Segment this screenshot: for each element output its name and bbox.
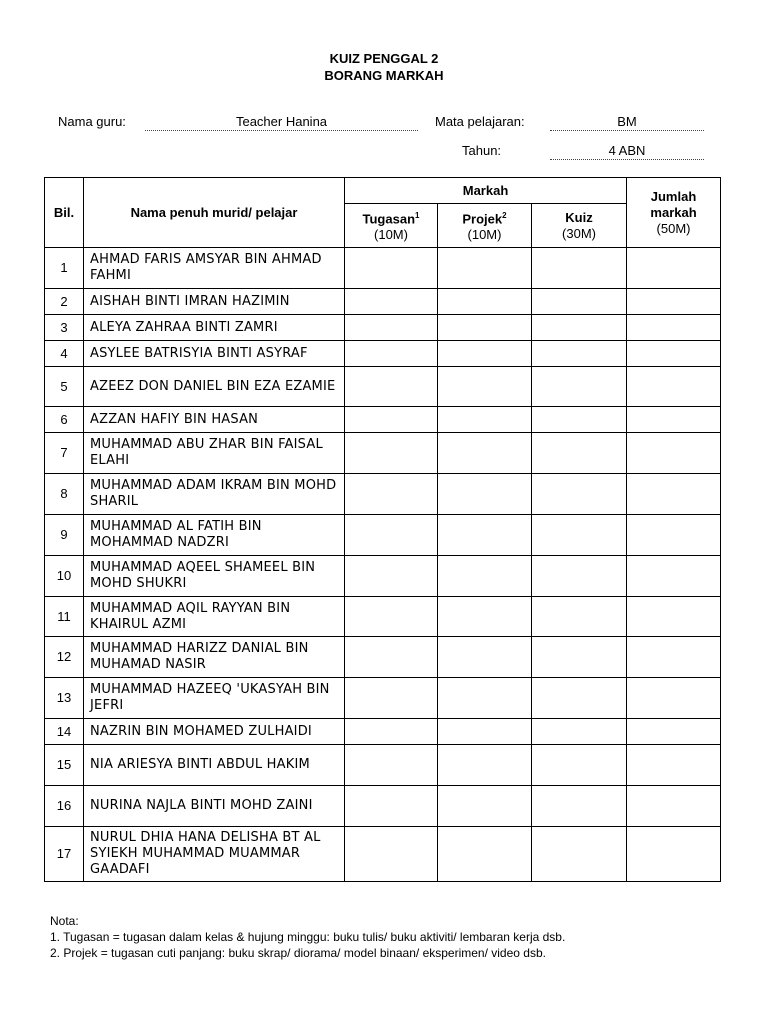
header-kuiz-max: (30M)	[562, 225, 596, 241]
projek-cell[interactable]	[438, 678, 532, 719]
total-cell[interactable]	[627, 556, 721, 597]
row-number: 1	[45, 248, 84, 289]
year-field[interactable]: 4 ABN	[550, 143, 704, 160]
kuiz-cell[interactable]	[532, 786, 627, 827]
header-total-max: (50M)	[656, 220, 691, 236]
student-name: MUHAMMAD ADAM IKRAM BIN MOHD SHARIL	[84, 474, 345, 515]
projek-cell[interactable]	[438, 719, 532, 745]
teacher-field[interactable]: Teacher Hanina	[145, 114, 418, 131]
tugasan-cell[interactable]	[345, 719, 438, 745]
row-number: 4	[45, 341, 84, 367]
table-row	[45, 248, 721, 289]
header-projek	[438, 204, 532, 248]
total-cell[interactable]	[627, 719, 721, 745]
row-number: 17	[45, 827, 84, 882]
row-number: 6	[45, 407, 84, 433]
total-cell[interactable]	[627, 407, 721, 433]
projek-cell[interactable]	[438, 745, 532, 786]
kuiz-cell[interactable]	[532, 433, 627, 474]
tugasan-cell[interactable]	[345, 433, 438, 474]
tugasan-cell[interactable]	[345, 827, 438, 882]
row-number: 5	[45, 367, 84, 407]
kuiz-cell[interactable]	[532, 745, 627, 786]
row-number: 14	[45, 719, 84, 745]
row-number: 8	[45, 474, 84, 515]
total-cell[interactable]	[627, 515, 721, 556]
student-name: MUHAMMAD AQIL RAYYAN BIN KHAIRUL AZMI	[84, 597, 345, 637]
projek-cell[interactable]	[438, 515, 532, 556]
table-row	[45, 474, 721, 515]
tugasan-cell[interactable]	[345, 315, 438, 341]
kuiz-cell[interactable]	[532, 289, 627, 315]
table-row	[45, 315, 721, 341]
total-cell[interactable]	[627, 678, 721, 719]
tugasan-cell[interactable]	[345, 407, 438, 433]
total-cell[interactable]	[627, 637, 721, 678]
projek-cell[interactable]	[438, 433, 532, 474]
total-cell[interactable]	[627, 341, 721, 367]
header-tugasan-sup: 1	[415, 210, 420, 220]
table-row	[45, 433, 721, 474]
tugasan-cell[interactable]	[345, 678, 438, 719]
kuiz-cell[interactable]	[532, 367, 627, 407]
projek-cell[interactable]	[438, 289, 532, 315]
kuiz-cell[interactable]	[532, 315, 627, 341]
projek-cell[interactable]	[438, 637, 532, 678]
projek-cell[interactable]	[438, 248, 532, 289]
total-cell[interactable]	[627, 474, 721, 515]
page-title: KUIZ PENGGAL 2	[329, 51, 439, 66]
row-number: 11	[45, 597, 84, 637]
row-number: 15	[45, 745, 84, 786]
kuiz-cell[interactable]	[532, 474, 627, 515]
table-row	[45, 556, 721, 597]
tugasan-cell[interactable]	[345, 367, 438, 407]
student-name: AHMAD FARIS AMSYAR BIN AHMAD FAHMI	[84, 248, 345, 289]
table-row	[45, 341, 721, 367]
marks-table	[44, 177, 721, 882]
tugasan-cell[interactable]	[345, 341, 438, 367]
table-row	[45, 637, 721, 678]
student-name: NIA ARIESYA BINTI ABDUL HAKIM	[84, 745, 345, 786]
student-name: ASYLEE BATRISYIA BINTI ASYRAF	[84, 341, 345, 367]
row-number: 7	[45, 433, 84, 474]
header-kuiz-label: Kuiz	[565, 209, 593, 225]
student-name: ALEYA ZAHRAA BINTI ZAMRI	[84, 315, 345, 341]
student-name: MUHAMMAD AQEEL SHAMEEL BIN MOHD SHUKRI	[84, 556, 345, 597]
year-label: Tahun:	[462, 143, 502, 158]
total-cell[interactable]	[627, 745, 721, 786]
projek-cell[interactable]	[438, 367, 532, 407]
header-projek-label: Projek	[462, 211, 503, 227]
header-tugasan-label: Tugasan	[362, 211, 416, 227]
tugasan-cell[interactable]	[345, 556, 438, 597]
table-row	[45, 515, 721, 556]
tugasan-cell[interactable]	[345, 637, 438, 678]
total-cell[interactable]	[627, 827, 721, 882]
header-projek-sup: 2	[502, 210, 507, 220]
header-name: Nama penuh murid/ pelajar	[84, 178, 345, 248]
kuiz-cell[interactable]	[532, 678, 627, 719]
projek-cell[interactable]	[438, 827, 532, 882]
header-bil: Bil.	[45, 178, 84, 248]
tugasan-cell[interactable]	[345, 248, 438, 289]
tugasan-cell[interactable]	[345, 786, 438, 827]
kuiz-cell[interactable]	[532, 719, 627, 745]
total-cell[interactable]	[627, 597, 721, 637]
row-number: 3	[45, 315, 84, 341]
projek-cell[interactable]	[438, 407, 532, 433]
table-row	[45, 745, 721, 786]
notes	[50, 913, 565, 961]
projek-cell[interactable]	[438, 556, 532, 597]
subject-label: Mata pelajaran:	[435, 114, 525, 129]
student-name: NURUL DHIA HANA DELISHA BT AL SYIEKH MUHAMMAD MUAMMAR GAADAFI	[84, 827, 345, 882]
kuiz-cell[interactable]	[532, 407, 627, 433]
row-number: 12	[45, 637, 84, 678]
table-row	[45, 597, 721, 637]
row-number: 10	[45, 556, 84, 597]
student-name: AISHAH BINTI IMRAN HAZIMIN	[84, 289, 345, 315]
row-number: 2	[45, 289, 84, 315]
notes-heading: Nota:	[50, 914, 79, 928]
page-subtitle: BORANG MARKAH	[324, 68, 444, 83]
tugasan-cell[interactable]	[345, 474, 438, 515]
total-cell[interactable]	[627, 786, 721, 827]
table-row	[45, 786, 721, 827]
teacher-label: Nama guru:	[58, 114, 126, 129]
student-name: MUHAMMAD ABU ZHAR BIN FAISAL ELAHI	[84, 433, 345, 474]
kuiz-cell[interactable]	[532, 597, 627, 637]
kuiz-cell[interactable]	[532, 248, 627, 289]
kuiz-cell[interactable]	[532, 637, 627, 678]
header-markah: Markah	[345, 178, 627, 204]
row-number: 16	[45, 786, 84, 827]
student-name: MUHAMMAD HAZEEQ 'UKASYAH BIN JEFRI	[84, 678, 345, 719]
total-cell[interactable]	[627, 289, 721, 315]
header-total	[627, 178, 721, 248]
student-name: NAZRIN BIN MOHAMED ZULHAIDI	[84, 719, 345, 745]
projek-cell[interactable]	[438, 597, 532, 637]
kuiz-cell[interactable]	[532, 341, 627, 367]
table-row	[45, 678, 721, 719]
projek-cell[interactable]	[438, 315, 532, 341]
kuiz-cell[interactable]	[532, 827, 627, 882]
student-name: MUHAMMAD AL FATIH BIN MOHAMMAD NADZRI	[84, 515, 345, 556]
table-row	[45, 289, 721, 315]
row-number: 13	[45, 678, 84, 719]
student-name: AZZAN HAFIY BIN HASAN	[84, 407, 345, 433]
table-row	[45, 719, 721, 745]
table-row	[45, 407, 721, 433]
header-projek-max: (10M)	[467, 227, 502, 243]
total-cell[interactable]	[627, 367, 721, 407]
projek-cell[interactable]	[438, 786, 532, 827]
total-cell[interactable]	[627, 315, 721, 341]
header-total-label: Jumlah markah	[650, 188, 697, 220]
total-cell[interactable]	[627, 248, 721, 289]
total-cell[interactable]	[627, 433, 721, 474]
tugasan-cell[interactable]	[345, 289, 438, 315]
note-1: 1. Tugasan = tugasan dalam kelas & hujung minggu: buku tulis/ buku aktiviti/ lembaran kerja dsb.	[50, 930, 566, 944]
student-name: MUHAMMAD HARIZZ DANIAL BIN MUHAMAD NASIR	[84, 637, 345, 678]
tugasan-cell[interactable]	[345, 597, 438, 637]
header-tugasan-max: (10M)	[374, 227, 408, 243]
tugasan-cell[interactable]	[345, 745, 438, 786]
table-row	[45, 367, 721, 407]
header-tugasan	[345, 204, 438, 248]
header-kuiz	[532, 204, 627, 248]
student-name: AZEEZ DON DANIEL BIN EZA EZAMIE	[84, 367, 345, 407]
kuiz-cell[interactable]	[532, 556, 627, 597]
subject-field[interactable]: BM	[550, 114, 704, 131]
note-2: 2. Projek = tugasan cuti panjang: buku skrap/ diorama/ model binaan/ eksperimen/ video dsb.	[50, 946, 546, 960]
projek-cell[interactable]	[438, 474, 532, 515]
kuiz-cell[interactable]	[532, 515, 627, 556]
row-number: 9	[45, 515, 84, 556]
tugasan-cell[interactable]	[345, 515, 438, 556]
table-row	[45, 827, 721, 882]
student-name: NURINA NAJLA BINTI MOHD ZAINI	[84, 786, 345, 827]
projek-cell[interactable]	[438, 341, 532, 367]
